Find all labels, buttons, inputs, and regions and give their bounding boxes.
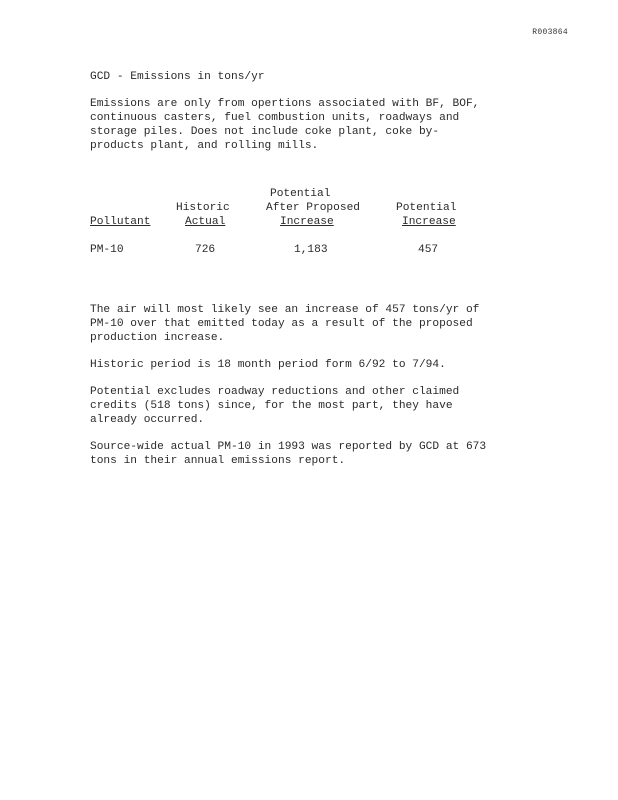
header-historic-line2: Actual xyxy=(185,216,226,228)
emissions-table xyxy=(90,187,530,256)
header-historic-line1: Historic xyxy=(176,202,230,214)
row-potential-increase: 457 xyxy=(418,244,439,256)
header-pollutant: Pollutant xyxy=(90,216,151,228)
note-paragraph-increase: The air will most likely see an increase of 457 tons/yr of PM-10 over that emitted today as a result of the proposed production increase. xyxy=(90,304,480,344)
document-title: GCD - Emissions in tons/yr xyxy=(90,71,265,83)
header-potential-increase-line2: Increase xyxy=(402,216,456,228)
page-identifier: R003864 xyxy=(532,28,568,37)
row-historic-actual: 726 xyxy=(195,244,216,256)
document-body xyxy=(90,70,530,481)
note-paragraph-source-wide: Source-wide actual PM-10 in 1993 was reported by GCD at 673 tons in their annual emissions report. xyxy=(90,441,487,467)
header-potential-after-line1: Potential xyxy=(270,188,331,200)
header-potential-increase-line1: Potential xyxy=(396,202,457,214)
intro-paragraph: Emissions are only from opertions associated with BF, BOF, continuous casters, fuel combustion units, roadways and storage piles. Does not include coke plant, coke by- products plant, and rolling mills. xyxy=(90,98,480,152)
row-potential-after: 1,183 xyxy=(294,244,328,256)
header-potential-after-line2: After Proposed xyxy=(266,202,360,214)
row-pollutant: PM-10 xyxy=(90,244,124,256)
header-potential-after-line3: Increase xyxy=(280,216,334,228)
note-paragraph-historic-period: Historic period is 18 month period form 6/92 to 7/94. xyxy=(90,359,446,371)
note-paragraph-exclusions: Potential excludes roadway reductions and other claimed credits (518 tons) since, for the most part, they have already occurred. xyxy=(90,386,460,426)
